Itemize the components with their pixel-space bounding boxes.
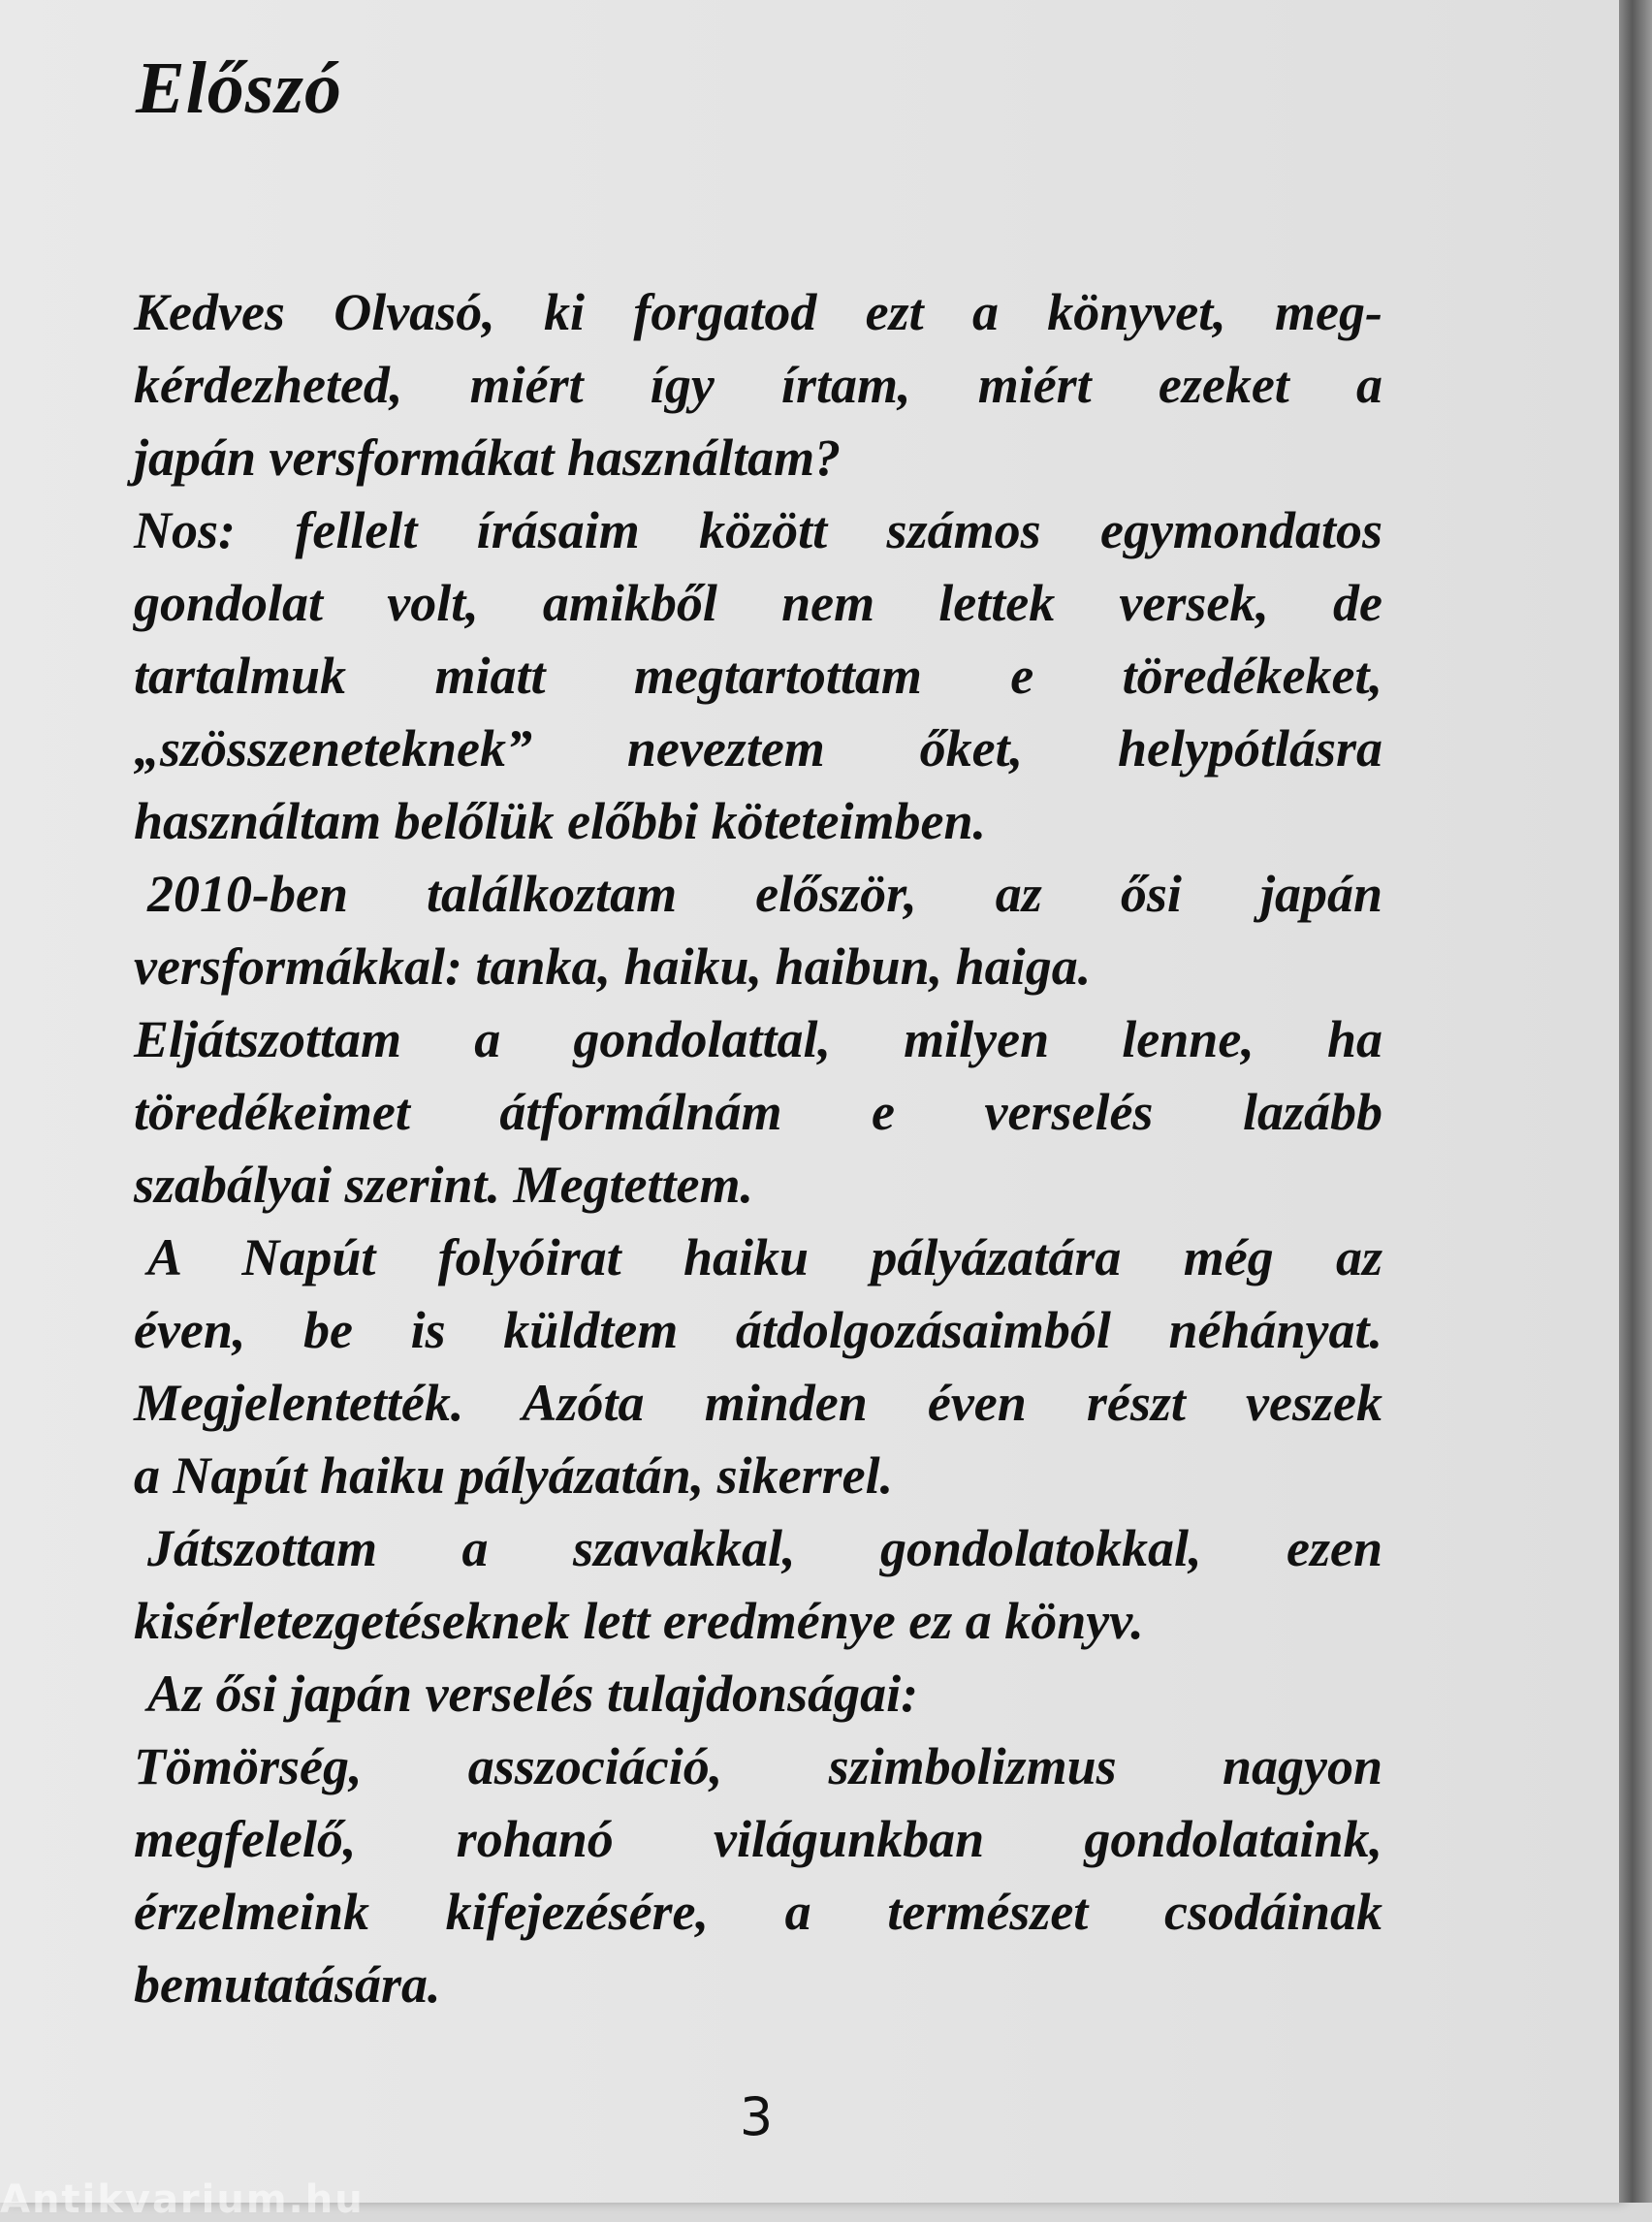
text-line: kérdezheted, miért így írtam, miért ezeket a	[134, 356, 1382, 414]
text-line: Kedves Olvasó, ki forgatod ezt a könyvet, meg-	[134, 283, 1382, 341]
text-line: versformákkal: tanka, haiku, haibun, haiga.	[134, 937, 1092, 996]
text-line: használtam belőlük előbbi köteteimben.	[134, 792, 987, 850]
book-spine-edge	[1619, 0, 1652, 2203]
watermark: Antikvarium.hu	[0, 2177, 365, 2222]
text-line: a Napút haiku pályázatán, sikerrel.	[134, 1446, 894, 1505]
page-number: 3	[739, 2086, 774, 2147]
text-line: japán versformákat használtam?	[134, 429, 842, 487]
text-line: szabályai szerint. Megtettem.	[134, 1156, 753, 1214]
text-line: Tömörség, asszociáció, szimbolizmus nagyon	[134, 1737, 1382, 1795]
page-title: Előszó	[136, 48, 342, 129]
text-line: kisérletezgetéseknek lett eredménye ez a könyv.	[134, 1592, 1144, 1650]
text-line: töredékeimet átformálnám e verselés lazább	[134, 1083, 1382, 1141]
text-line: Eljátszottam a gondolattal, milyen lenne, ha	[134, 1010, 1382, 1068]
text-line: Megjelentették. Azóta minden éven részt veszek	[134, 1374, 1382, 1432]
text-line: Nos: fellelt írásaim között számos egymondatos	[134, 501, 1382, 559]
text-line: Játszottam a szavakkal, gondolatokkal, ezen	[147, 1519, 1382, 1577]
text-line: A Napút folyóirat haiku pályázatára még az	[147, 1228, 1382, 1286]
text-line: 2010-ben találkoztam először, az ősi japán	[147, 865, 1382, 923]
text-line: „szösszeneteknek” neveztem őket, helypótlásra	[134, 719, 1382, 778]
preface-text	[134, 276, 1382, 2021]
text-line: érzelmeink kifejezésére, a természet csodáinak	[134, 1883, 1382, 1941]
text-line: megfelelő, rohanó világunkban gondolataink,	[134, 1810, 1382, 1868]
text-line: tartalmuk miatt megtartottam e töredékeket,	[134, 647, 1382, 705]
text-line: bemutatására.	[134, 1955, 441, 2014]
text-line: gondolat volt, amikből nem lettek versek, de	[134, 574, 1382, 632]
text-line: Az ősi japán verselés tulajdonságai:	[147, 1665, 919, 1723]
text-line: éven, be is küldtem átdolgozásaimból néhányat.	[134, 1301, 1382, 1359]
